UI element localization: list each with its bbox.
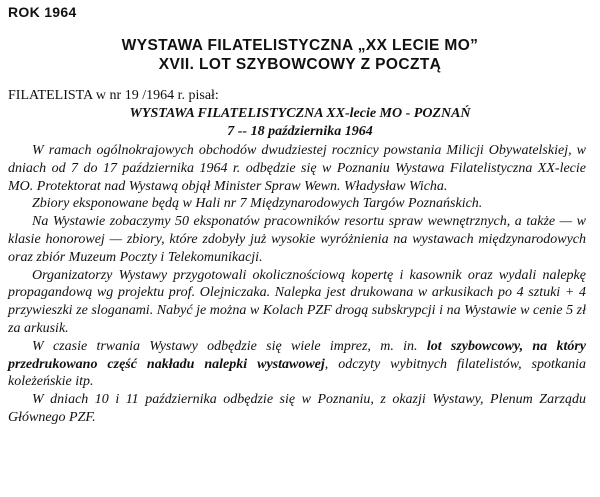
paragraph-5-text-a: W czasie trwania Wystawy odbędzie się wiele imprez, m. in. [32, 338, 427, 354]
main-title-line-1: WYSTAWA FILATELISTYCZNA „XX LECIE MO” [121, 37, 479, 54]
year-label: ROK 1964 [8, 4, 77, 20]
article-body [8, 142, 586, 427]
paragraph-1: W ramach ogólnokrajowych obchodów dwudziestej rocznicy powstania Milicji Obywatelskiej, w dniach od 7 do 17 października 1964 r. odbędzie się w Poznaniu Wystawa Filatelistyczna XX-lecie MO. Protektorat nad Wystawą objął Minister Spraw Wewn. Władysław Wicha. [8, 143, 586, 194]
paragraph-5-bold: lot szybowcowy, na który przedrukowano część nakładu nalepki wystawowej [8, 338, 587, 372]
paragraph-4: Organizatorzy Wystawy przygotowali okolicznościową kopertę i kasownik oraz wydali nalepkę propagandową wg projektu prof. Olejniczaka. Nalepka jest drukowana w arkusikach po 4 sztuki + 4 przywieszki ze sloganami. Nabyć je można w Kolach PZF drogą subskrypcji i na Wystawie w cenie 5 zł za arkusik. [8, 267, 586, 336]
paragraph-6: W dniach 10 i 11 października odbędzie się w Poznaniu, z okazji Wystawy, Plenum Zarządu Głównego PZF. [8, 392, 586, 425]
main-title-line-2: XVII. LOT SZYBOWCOWY Z POCZTĄ [158, 56, 442, 73]
article-dates: 7 -- 18 października 1964 [227, 124, 373, 139]
paragraph-5-text-c: , odczyty wybitnych filatelistów, spotkania koleżeńskie itp. [8, 356, 587, 390]
paragraph-2: Zbiory eksponowane będą w Hali nr 7 Międzynarodowych Targów Poznańskich. [32, 196, 483, 212]
paragraph-3: Na Wystawie zobaczymy 50 eksponatów pracowników resortu spraw wewnętrznych, a także — w klasie honorowej — zbiory, które zdobyły już wysokie wyróżnienia na wystawach międzynarodowych oraz zbiór Muzeum Poczty i Telekomunikacji. [8, 214, 586, 265]
paragraph-5 [8, 338, 586, 391]
article-heading: WYSTAWA FILATELISTYCZNA XX-lecie MO - POZNAŃ [129, 106, 471, 121]
source-line: FILATELISTA w nr 19 /1964 r. pisał: [8, 88, 219, 103]
